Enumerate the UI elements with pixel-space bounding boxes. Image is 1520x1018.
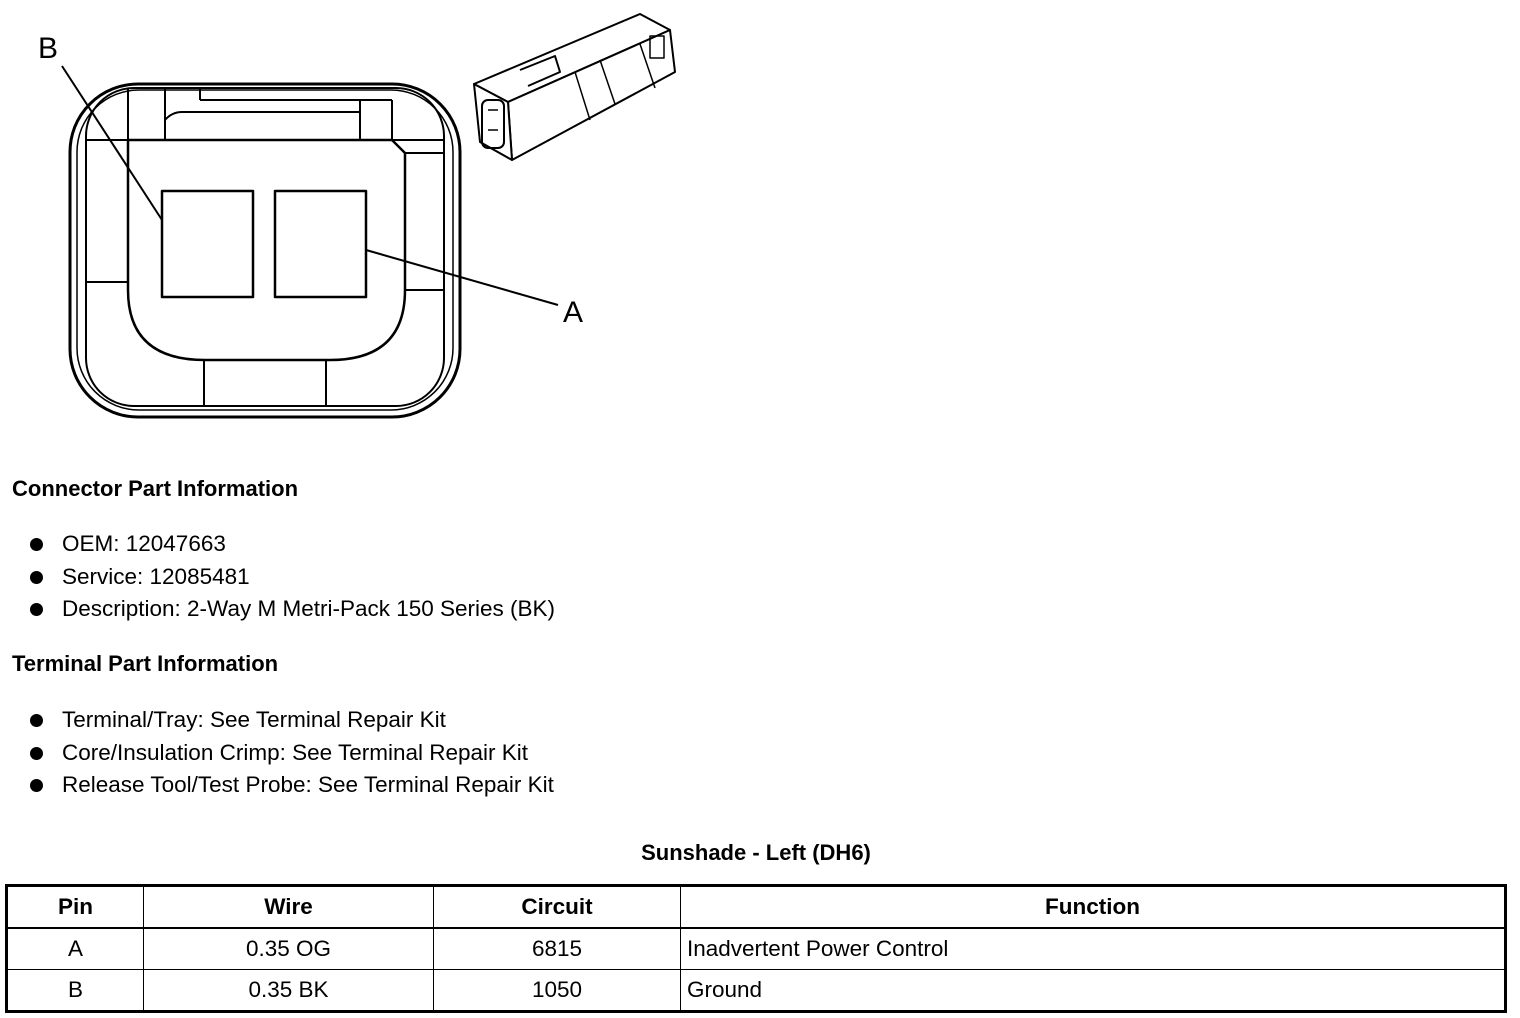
cavity-b <box>162 191 253 297</box>
pin-a-label: A <box>563 296 584 329</box>
connector-housing-inner-line <box>77 90 453 410</box>
bullet-icon <box>30 714 43 727</box>
cell-function: Inadvertent Power Control <box>681 928 1506 970</box>
header-pin: Pin <box>7 886 144 929</box>
header-function: Function <box>681 886 1506 929</box>
table-header-row <box>7 886 1506 929</box>
cell-pin: A <box>7 928 144 970</box>
pin-table-title: Sunshade - Left (DH6) <box>641 840 871 865</box>
connector-3d-view <box>474 14 675 160</box>
bullet-icon <box>30 571 43 584</box>
bullet-icon <box>30 538 43 551</box>
leader-line-a <box>366 250 558 305</box>
service-part-number: Service: 12085481 <box>62 563 250 589</box>
table-row <box>7 928 1506 970</box>
terminal-tray-info: Terminal/Tray: See Terminal Repair Kit <box>62 707 446 732</box>
pin-b-label: B <box>38 32 59 65</box>
header-circuit: Circuit <box>434 886 681 929</box>
bullet-icon <box>30 603 43 616</box>
table-row <box>7 970 1506 1012</box>
connector-inner-frame <box>86 88 444 406</box>
header-wire: Wire <box>144 886 434 929</box>
cell-function: Ground <box>681 970 1506 1012</box>
oem-part-number: OEM: 12047663 <box>62 531 226 556</box>
crimp-info: Core/Insulation Crimp: See Terminal Repair Kit <box>62 739 529 765</box>
list-item <box>30 739 554 772</box>
terminal-block <box>128 140 405 360</box>
cell-circuit: 6815 <box>434 928 681 970</box>
cell-wire: 0.35 BK <box>144 970 434 1012</box>
connector-face-diagram <box>0 0 700 440</box>
cell-pin: B <box>7 970 144 1012</box>
list-item <box>30 771 554 804</box>
list-item <box>30 530 555 563</box>
cell-wire: 0.35 OG <box>144 928 434 970</box>
terminal-part-info-list <box>30 706 554 804</box>
pin-table <box>5 884 1507 1013</box>
bullet-icon <box>30 747 43 760</box>
terminal-part-info-heading: Terminal Part Information <box>12 651 279 676</box>
list-item <box>30 706 554 739</box>
bullet-icon <box>30 779 43 792</box>
cell-circuit: 1050 <box>434 970 681 1012</box>
list-item <box>30 563 555 596</box>
cavity-a <box>275 191 366 297</box>
release-tool-info: Release Tool/Test Probe: See Terminal Repair Kit <box>62 772 554 797</box>
connector-part-info-list <box>30 530 555 628</box>
list-item <box>30 595 555 628</box>
connector-description: Description: 2-Way M Metri-Pack 150 Series (BK) <box>62 596 556 621</box>
connector-part-info-heading: Connector Part Information <box>12 476 299 501</box>
